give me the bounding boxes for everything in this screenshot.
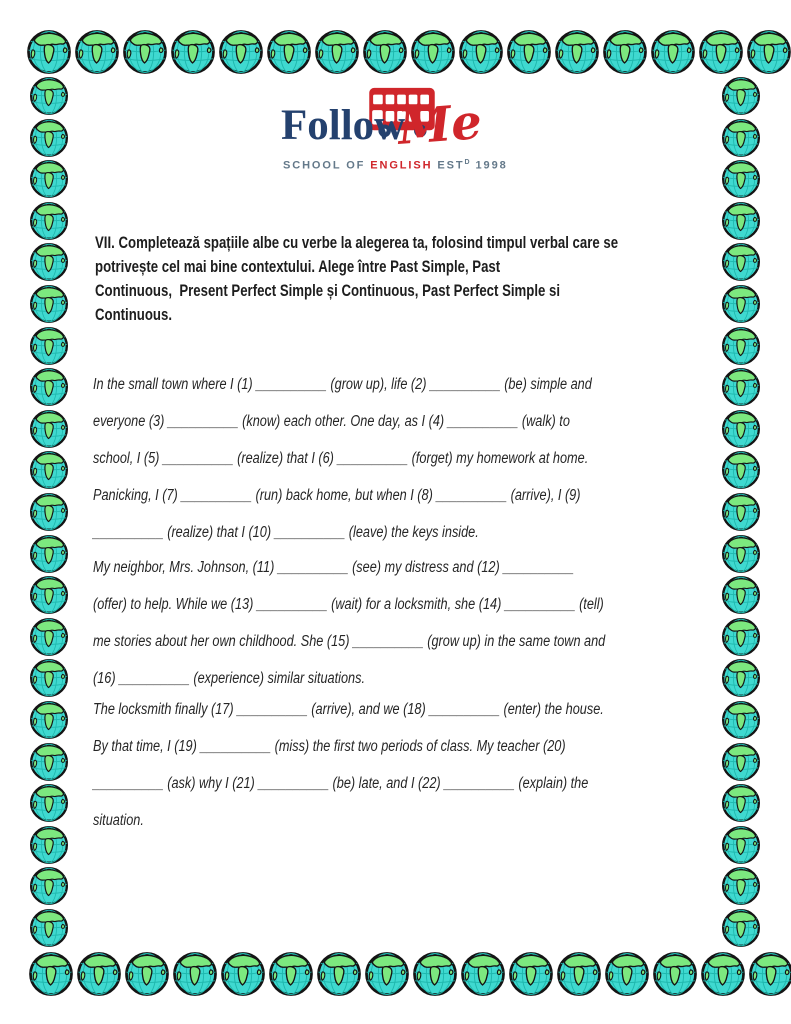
globe-icon	[652, 951, 698, 997]
text-line: By that time, I (19) __________ (miss) the first two periods of class. My teacher (20)	[93, 738, 566, 755]
text-line: __________ (realize) that I (10) __________ (leave) the keys inside.	[93, 524, 479, 541]
globe-icon	[29, 367, 69, 407]
globe-icon	[122, 29, 168, 75]
text-line: potrivește cel mai bine contextului. Alege între Past Simple, Past	[95, 258, 501, 276]
text-line: Continuous, Present Perfect Simple și Continuous, Past Perfect Simple si	[95, 282, 561, 300]
globe-icon	[721, 159, 761, 199]
globe-icon	[29, 700, 69, 740]
globe-icon	[364, 951, 410, 997]
globe-icon	[721, 242, 761, 282]
globe-border-bottom	[28, 951, 791, 997]
globe-icon	[124, 951, 170, 997]
globe-icon	[28, 951, 74, 997]
globe-icon	[721, 783, 761, 823]
text-line: situation.	[93, 812, 144, 829]
globe-icon	[266, 29, 312, 75]
globe-icon	[170, 29, 216, 75]
globe-icon	[29, 409, 69, 449]
exercise-paragraph-1	[93, 366, 716, 551]
globe-icon	[218, 29, 264, 75]
globe-icon	[29, 908, 69, 948]
globe-icon	[604, 951, 650, 997]
tagline-est-sup: D	[464, 159, 471, 166]
globe-icon	[29, 159, 69, 199]
globe-icon	[29, 492, 69, 532]
brand-follow-text: Follow	[281, 102, 406, 149]
globe-icon	[220, 951, 266, 997]
globe-icon	[721, 908, 761, 948]
globe-icon	[721, 284, 761, 324]
tagline-year: 1998	[470, 159, 508, 172]
globe-icon	[721, 450, 761, 490]
globe-icon	[554, 29, 600, 75]
globe-icon	[721, 658, 761, 698]
exercise-paragraph-2	[93, 549, 716, 697]
globe-icon	[29, 534, 69, 574]
globe-icon	[721, 409, 761, 449]
globe-icon	[508, 951, 554, 997]
globe-border-right	[721, 76, 761, 948]
globe-icon	[172, 951, 218, 997]
text-line: VII. Completează spațiile albe cu verbe la alegerea ta, folosind timpul verbal care se	[95, 234, 619, 252]
globe-icon	[721, 367, 761, 407]
globe-icon	[29, 617, 69, 657]
globe-icon	[29, 450, 69, 490]
text-line: In the small town where I (1) __________ (grow up), life (2) __________ (be) simple and	[93, 376, 592, 393]
globe-border-top	[26, 29, 791, 75]
globe-icon	[746, 29, 791, 75]
globe-icon	[650, 29, 696, 75]
text-line: My neighbor, Mrs. Johnson, (11) __________ (see) my distress and (12) __________	[93, 559, 574, 576]
globe-icon	[700, 951, 746, 997]
globe-icon	[314, 29, 360, 75]
globe-icon	[76, 951, 122, 997]
globe-icon	[410, 29, 456, 75]
globe-icon	[74, 29, 120, 75]
globe-icon	[316, 951, 362, 997]
globe-icon	[29, 201, 69, 241]
globe-icon	[721, 825, 761, 865]
text-line: everyone (3) __________ (know) each other. One day, as I (4) __________ (walk) to	[93, 413, 570, 430]
globe-icon	[29, 242, 69, 282]
text-line: (16) __________ (experience) similar situations.	[93, 670, 366, 687]
globe-icon	[721, 76, 761, 116]
text-line: Continuous.	[95, 306, 172, 324]
text-line: school, I (5) __________ (realize) that I (6) __________ (forget) my homework at home.	[93, 450, 589, 467]
globe-border-left	[29, 76, 69, 948]
globe-icon	[721, 326, 761, 366]
tagline-english: ENGLISH	[370, 159, 433, 172]
brand-wordmark	[281, 94, 484, 156]
globe-icon	[29, 658, 69, 698]
globe-icon	[721, 118, 761, 158]
tagline-school-of: SCHOOL OF	[283, 159, 371, 172]
globe-icon	[721, 866, 761, 906]
school-logo	[281, 86, 521, 178]
globe-icon	[29, 742, 69, 782]
globe-icon	[721, 201, 761, 241]
globe-icon	[268, 951, 314, 997]
exercise-instructions	[95, 231, 687, 327]
globe-icon	[29, 118, 69, 158]
globe-icon	[460, 951, 506, 997]
globe-icon	[29, 76, 69, 116]
globe-icon	[721, 617, 761, 657]
globe-icon	[362, 29, 408, 75]
globe-icon	[458, 29, 504, 75]
globe-icon	[29, 825, 69, 865]
globe-icon	[721, 534, 761, 574]
globe-icon	[26, 29, 72, 75]
globe-icon	[29, 326, 69, 366]
school-tagline	[283, 159, 508, 172]
globe-icon	[721, 575, 761, 615]
text-line: Panicking, I (7) __________ (run) back home, but when I (8) __________ (arrive), I (9)	[93, 487, 581, 504]
tagline-est: EST	[432, 159, 465, 172]
globe-icon	[602, 29, 648, 75]
globe-icon	[748, 951, 791, 997]
globe-icon	[412, 951, 458, 997]
globe-icon	[721, 700, 761, 740]
globe-icon	[29, 783, 69, 823]
globe-icon	[698, 29, 744, 75]
globe-icon	[721, 742, 761, 782]
globe-icon	[29, 866, 69, 906]
globe-icon	[721, 492, 761, 532]
exercise-paragraph-3	[93, 691, 716, 839]
text-line: (offer) to help. While we (13) __________ (wait) for a locksmith, she (14) __________ (tell)	[93, 596, 604, 613]
brand-me-text: Me	[396, 94, 484, 156]
globe-icon	[556, 951, 602, 997]
text-line: me stories about her own childhood. She (15) __________ (grow up) in the same town and	[93, 633, 606, 650]
globe-icon	[29, 284, 69, 324]
globe-icon	[29, 575, 69, 615]
globe-icon	[506, 29, 552, 75]
text-line: __________ (ask) why I (21) __________ (be) late, and I (22) __________ (explain) the	[93, 775, 589, 792]
text-line: The locksmith finally (17) __________ (arrive), and we (18) __________ (enter) the house.	[93, 701, 604, 718]
